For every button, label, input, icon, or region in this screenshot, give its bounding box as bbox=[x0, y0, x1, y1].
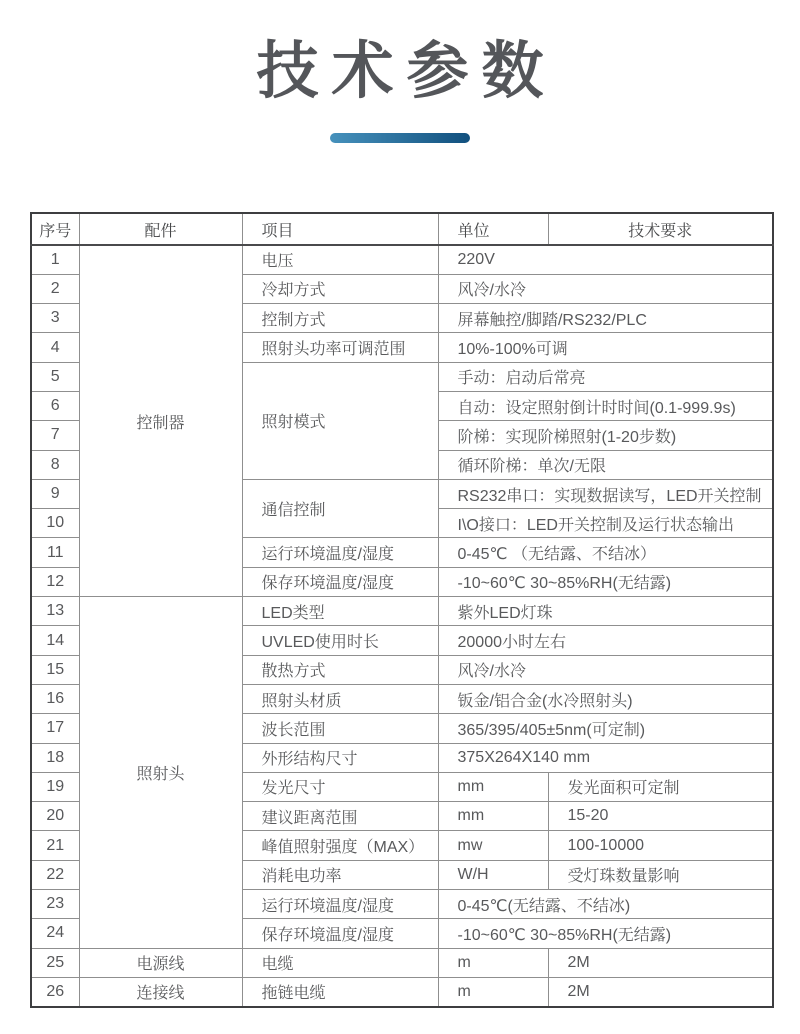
table-cell: 循环阶梯：单次/无限 bbox=[438, 450, 773, 479]
column-header: 项目 bbox=[242, 213, 438, 245]
table-cell: 电缆 bbox=[242, 948, 438, 977]
table-cell: 2 bbox=[31, 274, 79, 303]
table-cell: 21 bbox=[31, 831, 79, 860]
table-cell: 20 bbox=[31, 802, 79, 831]
table-cell: 照射头 bbox=[79, 597, 242, 949]
table-cell: 电源线 bbox=[79, 948, 242, 977]
table-cell: 12 bbox=[31, 567, 79, 596]
table-cell: 发光面积可定制 bbox=[548, 772, 773, 801]
table-cell: 控制器 bbox=[79, 245, 242, 597]
table-cell: 19 bbox=[31, 772, 79, 801]
table-cell: m bbox=[438, 977, 548, 1006]
table-cell: 0-45℃ （无结露、不结冰） bbox=[438, 538, 773, 567]
table-cell: 9 bbox=[31, 479, 79, 508]
table-cell: 17 bbox=[31, 714, 79, 743]
table-cell: 100-10000 bbox=[548, 831, 773, 860]
table-cell: 连接线 bbox=[79, 977, 242, 1006]
table-cell: 保存环境温度/湿度 bbox=[242, 919, 438, 948]
table-cell: 发光尺寸 bbox=[242, 772, 438, 801]
table-cell: 阶梯：实现阶梯照射(1-20步数) bbox=[438, 421, 773, 450]
table-cell: 保存环境温度/湿度 bbox=[242, 567, 438, 596]
table-cell: 20000小时左右 bbox=[438, 626, 773, 655]
table-cell: 15-20 bbox=[548, 802, 773, 831]
table-cell: mw bbox=[438, 831, 548, 860]
table-cell: 18 bbox=[31, 743, 79, 772]
table-cell: 波长范围 bbox=[242, 714, 438, 743]
table-cell: 峰值照射强度（MAX） bbox=[242, 831, 438, 860]
spec-table bbox=[30, 212, 774, 1008]
table-cell: 冷却方式 bbox=[242, 274, 438, 303]
table-cell: 24 bbox=[31, 919, 79, 948]
table-cell: 建议距离范围 bbox=[242, 802, 438, 831]
table-cell: 钣金/铝合金(水冷照射头) bbox=[438, 684, 773, 713]
column-header: 配件 bbox=[79, 213, 242, 245]
table-cell: 外形结构尺寸 bbox=[242, 743, 438, 772]
table-cell: UVLED使用时长 bbox=[242, 626, 438, 655]
column-header: 序号 bbox=[31, 213, 79, 245]
table-cell: 25 bbox=[31, 948, 79, 977]
table-cell: 拖链电缆 bbox=[242, 977, 438, 1006]
page-title: 技术参数 bbox=[256, 37, 557, 106]
spec-table-body bbox=[31, 245, 773, 1007]
table-cell: 365/395/405±5nm(可定制) bbox=[438, 714, 773, 743]
column-header: 技术要求 bbox=[548, 213, 773, 245]
table-cell: 8 bbox=[31, 450, 79, 479]
table-row bbox=[31, 245, 773, 274]
table-cell: 15 bbox=[31, 655, 79, 684]
table-cell: 消耗电功率 bbox=[242, 860, 438, 889]
spec-table-header bbox=[31, 213, 773, 245]
table-cell: mm bbox=[438, 802, 548, 831]
table-row bbox=[31, 597, 773, 626]
table-cell: 照射头材质 bbox=[242, 684, 438, 713]
table-cell: 16 bbox=[31, 684, 79, 713]
column-header: 单位 bbox=[438, 213, 548, 245]
table-cell: 运行环境温度/湿度 bbox=[242, 538, 438, 567]
table-cell: 1 bbox=[31, 245, 79, 274]
table-cell: 控制方式 bbox=[242, 304, 438, 333]
table-cell: 23 bbox=[31, 890, 79, 919]
table-cell: 照射模式 bbox=[242, 362, 438, 479]
table-cell: 5 bbox=[31, 362, 79, 391]
table-cell: 紫外LED灯珠 bbox=[438, 597, 773, 626]
header-row bbox=[31, 213, 773, 245]
table-row bbox=[31, 948, 773, 977]
table-cell: 受灯珠数量影响 bbox=[548, 860, 773, 889]
table-cell: LED类型 bbox=[242, 597, 438, 626]
table-cell: 14 bbox=[31, 626, 79, 655]
table-cell: m bbox=[438, 948, 548, 977]
table-cell: 4 bbox=[31, 333, 79, 362]
table-cell: 26 bbox=[31, 977, 79, 1006]
table-cell: 2M bbox=[548, 948, 773, 977]
table-cell: 散热方式 bbox=[242, 655, 438, 684]
table-cell: 10 bbox=[31, 509, 79, 538]
table-cell: 22 bbox=[31, 860, 79, 889]
table-cell: 运行环境温度/湿度 bbox=[242, 890, 438, 919]
table-cell: 6 bbox=[31, 391, 79, 420]
table-cell: 0-45℃(无结露、不结冰) bbox=[438, 890, 773, 919]
table-cell: 2M bbox=[548, 977, 773, 1006]
table-cell: RS232串口：实现数据读写，LED开关控制 bbox=[438, 479, 773, 508]
table-cell: 照射头功率可调范围 bbox=[242, 333, 438, 362]
table-cell: 自动：设定照射倒计时时间(0.1-999.9s) bbox=[438, 391, 773, 420]
table-cell: 电压 bbox=[242, 245, 438, 274]
table-cell: 220V bbox=[438, 245, 773, 274]
table-cell: 风冷/水冷 bbox=[438, 274, 773, 303]
table-cell: 通信控制 bbox=[242, 479, 438, 538]
table-cell: 11 bbox=[31, 538, 79, 567]
table-cell: -10~60℃ 30~85%RH(无结露) bbox=[438, 567, 773, 596]
table-cell: 7 bbox=[31, 421, 79, 450]
table-row bbox=[31, 977, 773, 1006]
table-cell: 375X264X140 mm bbox=[438, 743, 773, 772]
table-cell: 屏幕触控/脚踏/RS232/PLC bbox=[438, 304, 773, 333]
table-cell: 手动：启动后常亮 bbox=[438, 362, 773, 391]
table-cell: 13 bbox=[31, 597, 79, 626]
table-cell: -10~60℃ 30~85%RH(无结露) bbox=[438, 919, 773, 948]
title-underline-bar bbox=[330, 133, 470, 143]
table-cell: I\O接口：LED开关控制及运行状态输出 bbox=[438, 509, 773, 538]
table-cell: 风冷/水冷 bbox=[438, 655, 773, 684]
table-cell: mm bbox=[438, 772, 548, 801]
table-cell: W/H bbox=[438, 860, 548, 889]
table-cell: 10%-100%可调 bbox=[438, 333, 773, 362]
table-cell: 3 bbox=[31, 304, 79, 333]
